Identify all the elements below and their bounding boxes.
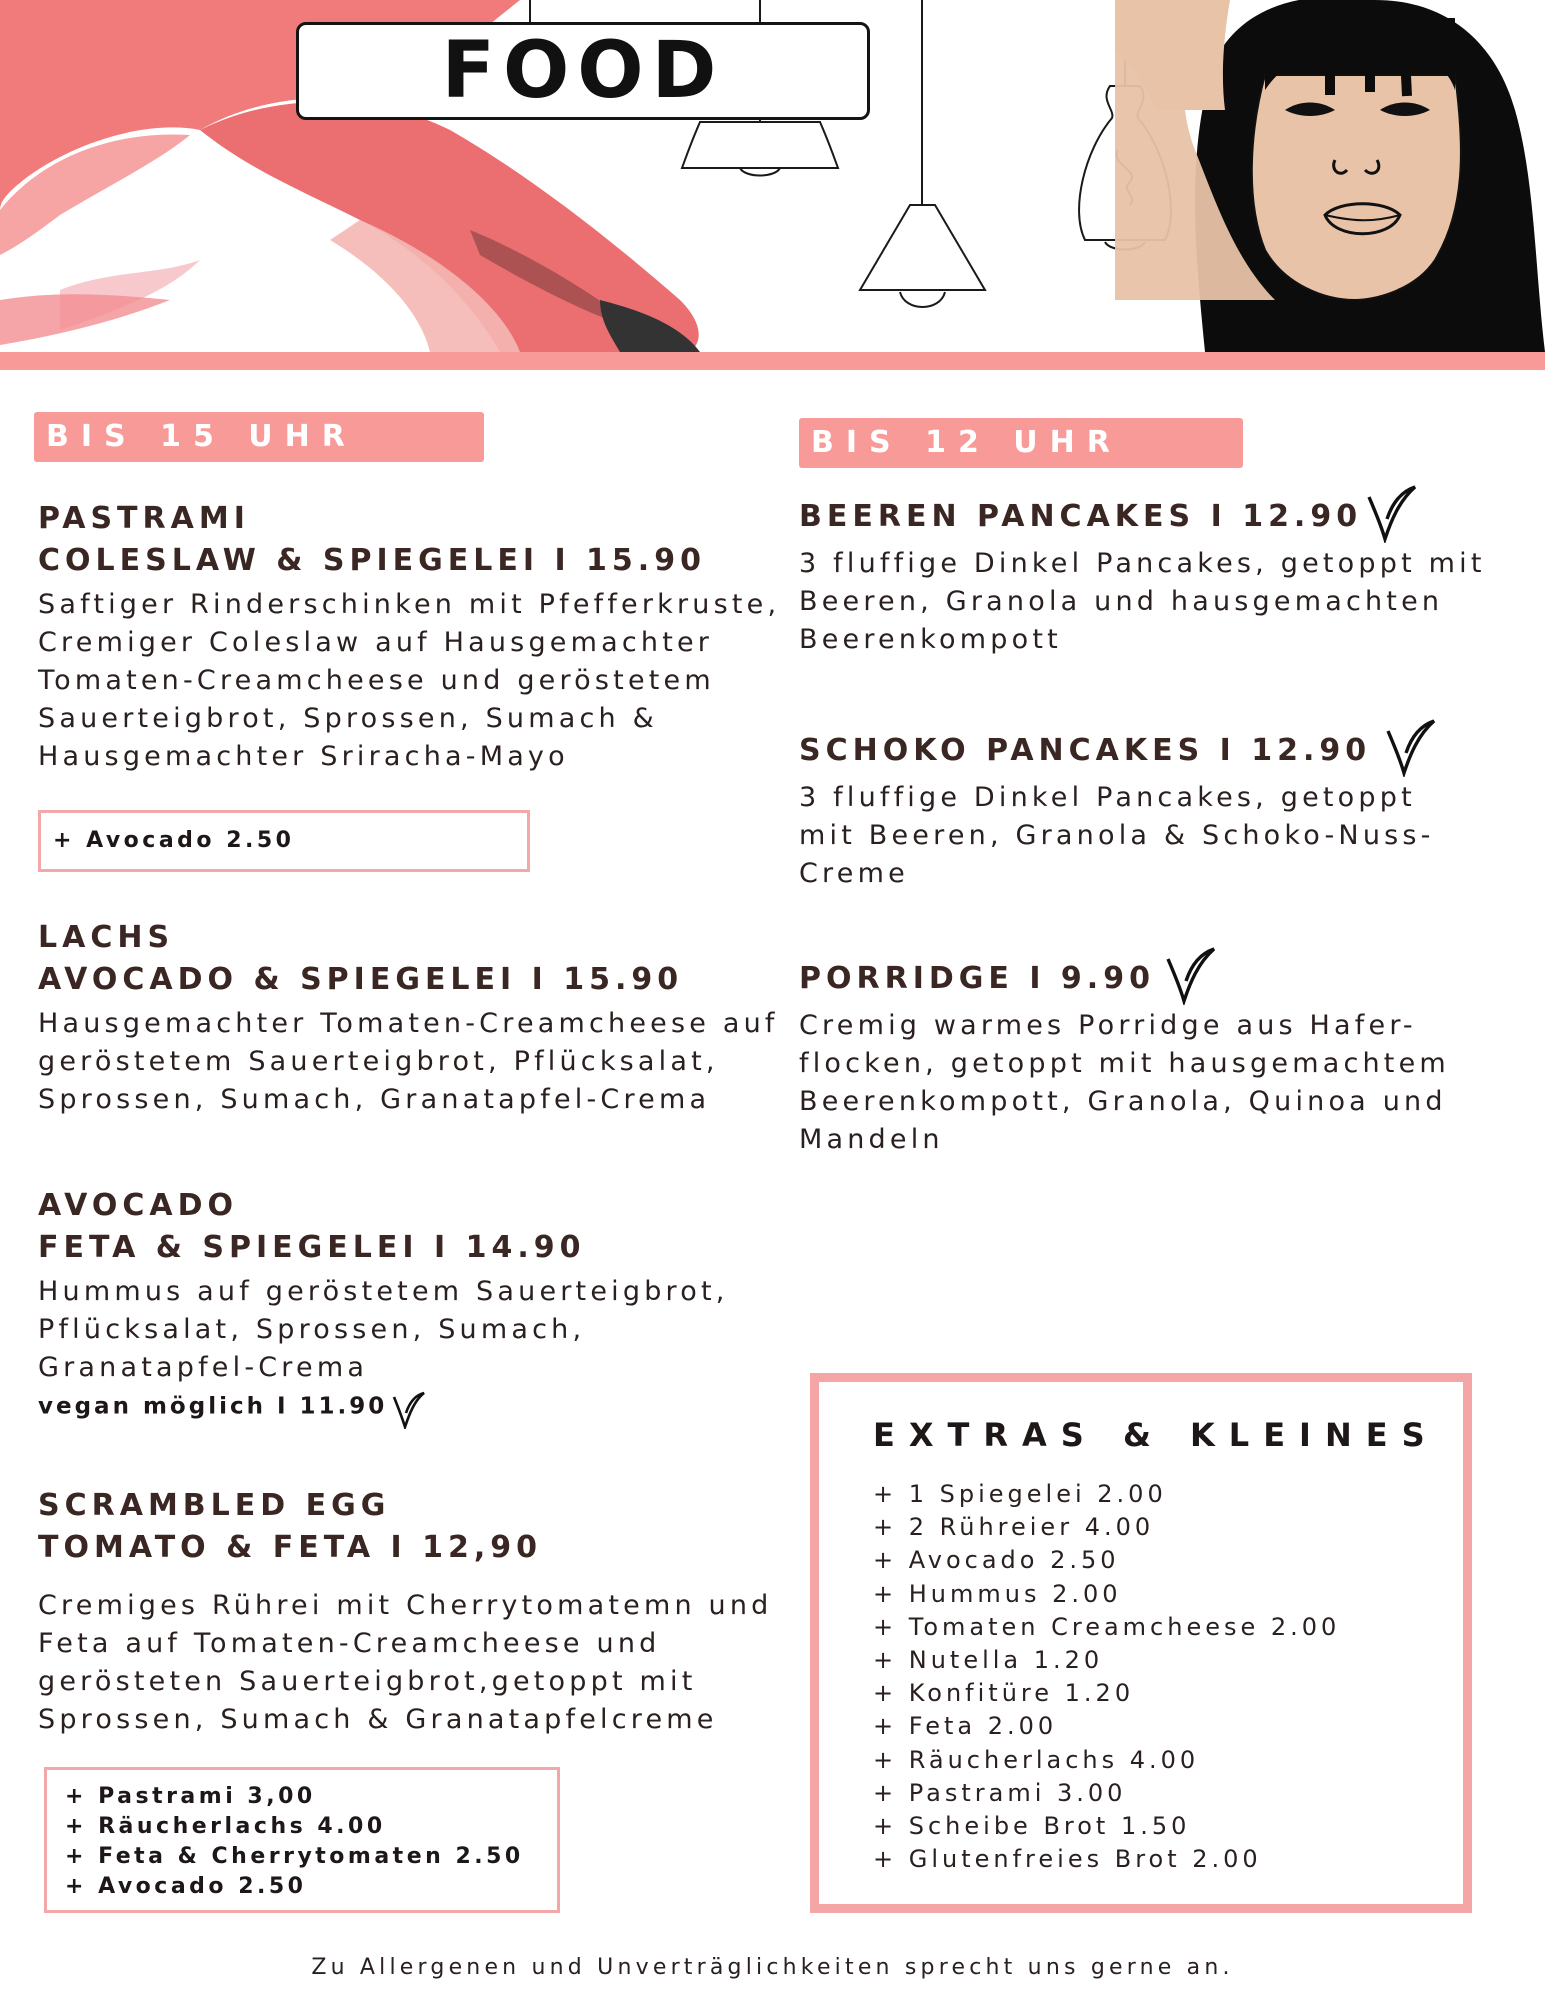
- item-desc-line: Hausgemachter Tomaten-Creamcheese auf: [38, 1008, 779, 1039]
- item-title-line1: PASTRAMI: [38, 501, 250, 536]
- extras-item: + Glutenfreies Brot 2.00: [873, 1845, 1262, 1874]
- addon-item: + Pastrami 3,00: [65, 1784, 316, 1809]
- extras-title: EXTRAS & KLEINES: [873, 1416, 1439, 1454]
- allergen-note: Zu Allergenen und Unverträglichkeiten sprecht uns gerne an.: [311, 1955, 1234, 1980]
- item-desc-line: 3 fluffige Dinkel Pancakes, getoppt mit: [799, 547, 1486, 579]
- item-desc-line: Saftiger Rinderschinken mit Pfefferkruste,: [38, 589, 781, 620]
- extras-item: + Scheibe Brot 1.50: [873, 1812, 1191, 1841]
- extras-item: + Konfitüre 1.20: [873, 1679, 1135, 1708]
- item-desc-line: Granatapfel-Crema: [38, 1352, 369, 1383]
- food-title-box: [296, 22, 870, 120]
- addon-item: + Räucherlachs 4.00: [65, 1814, 386, 1839]
- woman-portrait-illustration: [1115, 0, 1545, 352]
- item-title-line1: LACHS: [38, 920, 175, 955]
- header-banner: [0, 0, 1545, 352]
- item-desc-line: flocken, getoppt mit hausgemachtem: [799, 1047, 1450, 1079]
- addon-box-scrambled-egg: [44, 1767, 560, 1913]
- item-desc-line: Creme: [799, 857, 909, 889]
- header-divider-band: [0, 352, 1545, 370]
- item-title-line1: AVOCADO: [38, 1188, 239, 1223]
- item-desc-line: Sprossen, Sumach, Granatapfel-Crema: [38, 1084, 711, 1115]
- addon-item: + Avocado 2.50: [65, 1874, 307, 1899]
- extras-item: + Feta 2.00: [873, 1712, 1058, 1741]
- item-desc-line: Cremiges Rührei mit Cherrytomatemn und: [38, 1590, 773, 1621]
- extras-item: + Hummus 2.00: [873, 1579, 1122, 1608]
- extras-item: + Nutella 1.20: [873, 1646, 1104, 1675]
- menu-item-porridge: [799, 958, 1519, 1159]
- extras-item: + Räucherlachs 4.00: [873, 1745, 1200, 1774]
- item-desc-line: geröstetem Sauerteigbrot, Pflücksalat,: [38, 1046, 719, 1077]
- item-desc-line: Hausgemachter Sriracha-Mayo: [38, 741, 569, 772]
- menu-item-scrambled-egg: [38, 1485, 778, 1739]
- extras-item: + Tomaten Creamcheese 2.00: [873, 1612, 1341, 1641]
- item-title-line2: TOMATO & FETA I 12,90: [38, 1530, 543, 1565]
- item-desc-line: Pflücksalat, Sprossen, Sumach,: [38, 1314, 586, 1345]
- item-desc-line: Sauerteigbrot, Sprossen, Sumach &: [38, 703, 658, 734]
- section-label-right: [799, 418, 1243, 468]
- item-desc-line: Cremiger Coleslaw auf Hausgemachter: [38, 627, 714, 658]
- addon-item: + Feta & Cherrytomaten 2.50: [65, 1844, 524, 1869]
- item-desc-line: gerösteten Sauerteigbrot,getoppt mit: [38, 1666, 697, 1697]
- item-desc-line: Tomaten-Creamcheese und geröstetem: [38, 665, 715, 696]
- item-desc-line: Feta auf Tomaten-Creamcheese und: [38, 1628, 661, 1659]
- extras-item: + 1 Spiegelei 2.00: [873, 1480, 1167, 1508]
- addon-box-pastrami: [38, 810, 530, 872]
- menu-item-schoko-pancakes: [799, 730, 1519, 893]
- extras-item: + 2 Rühreier 4.00: [873, 1513, 1155, 1542]
- extras-item: + Avocado 2.50: [873, 1546, 1120, 1575]
- extras-item: + Pastrami 3.00: [873, 1778, 1127, 1807]
- item-desc-line: Beerenkompott, Granola, Quinoa und: [799, 1085, 1447, 1117]
- vegan-leaf-icon: [1386, 717, 1438, 777]
- vegan-leaf-icon: [1166, 945, 1218, 1005]
- item-desc-line: Beeren, Granola und hausgemachten: [799, 585, 1444, 617]
- vegan-option-note: vegan möglich I 11.90: [38, 1393, 388, 1420]
- vegan-leaf-icon: [392, 1389, 426, 1429]
- item-title-line2: FETA & SPIEGELEI I 14.90: [38, 1230, 586, 1265]
- menu-item-pastrami: [38, 498, 781, 776]
- item-title: PORRIDGE I 9.90: [799, 961, 1155, 996]
- menu-item-beeren-pancakes: [799, 496, 1519, 659]
- item-title-line2: AVOCADO & SPIEGELEI I 15.90: [38, 962, 684, 997]
- section-pill-bis-12: BIS 12 UHR: [799, 418, 1243, 468]
- menu-item-lachs: [38, 917, 778, 1119]
- item-title-line1: SCRAMBLED EGG: [38, 1488, 391, 1523]
- extras-list: [873, 1478, 1463, 1876]
- item-desc-line: Sprossen, Sumach & Granatapfelcreme: [38, 1704, 718, 1735]
- section-pill-bis-15: BIS 15 UHR: [34, 412, 484, 462]
- section-label-left: [34, 412, 484, 462]
- item-title-line2: COLESLAW & SPIEGELEI I 15.90: [38, 543, 706, 578]
- item-title: BEEREN PANCAKES I 12.90: [799, 499, 1363, 534]
- menu-item-avocado: [38, 1185, 778, 1429]
- item-desc-line: mit Beeren, Granola & Schoko-Nuss-: [799, 819, 1435, 851]
- vegan-leaf-icon: [1367, 483, 1419, 543]
- addon-item: + Avocado 2.50: [53, 828, 295, 853]
- extras-box: [810, 1373, 1472, 1913]
- item-desc-line: 3 fluffige Dinkel Pancakes, getoppt: [799, 781, 1416, 813]
- item-desc-line: Cremig warmes Porridge aus Hafer-: [799, 1009, 1417, 1041]
- page-title: FOOD: [441, 26, 725, 116]
- item-title: SCHOKO PANCAKES I 12.90: [799, 733, 1372, 768]
- item-desc-line: Beerenkompott: [799, 623, 1062, 655]
- item-desc-line: Mandeln: [799, 1123, 944, 1155]
- item-desc-line: Hummus auf geröstetem Sauerteigbrot,: [38, 1276, 729, 1307]
